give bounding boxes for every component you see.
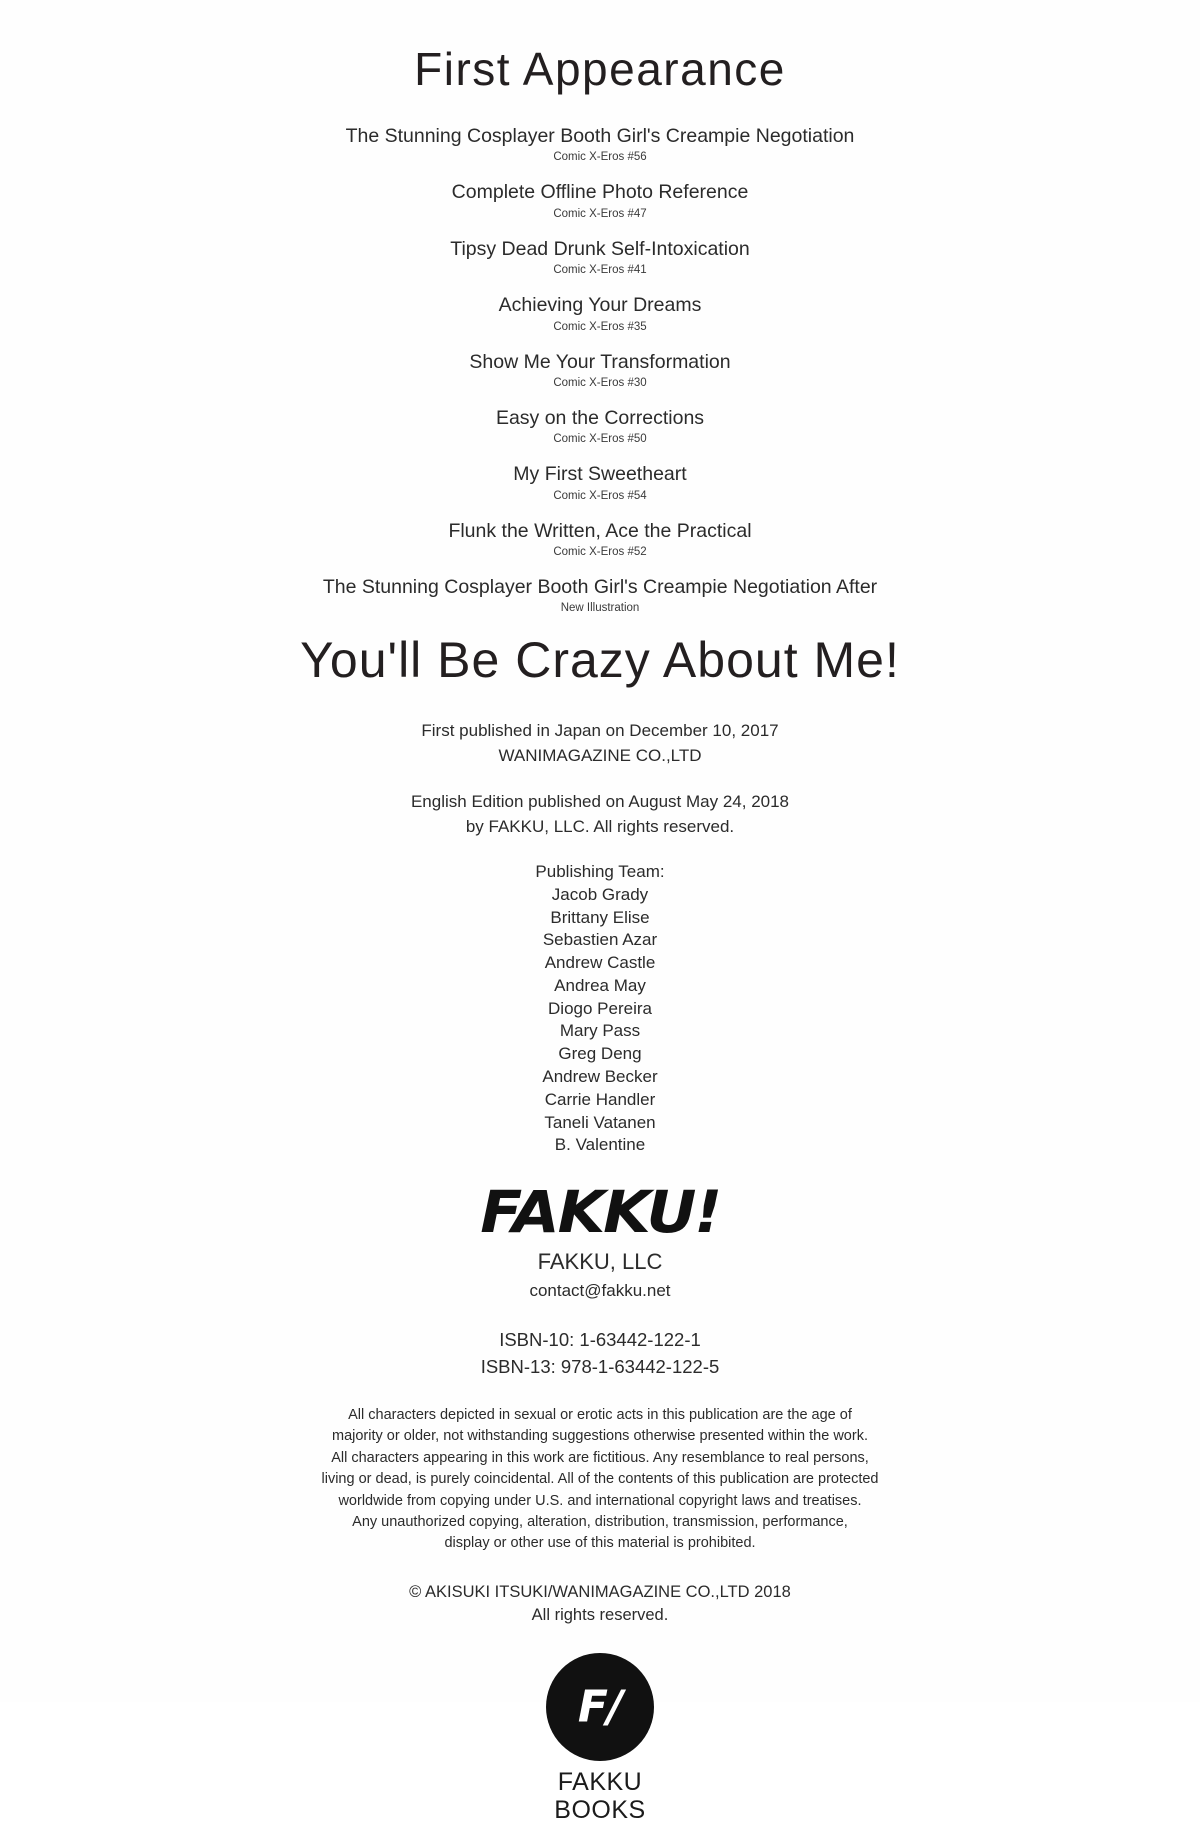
list-item (150, 237, 1050, 276)
team-member: Brittany Elise (550, 907, 650, 927)
publication-japan-line2: WANIMAGAZINE CO.,LTD (498, 745, 702, 765)
fakku-f-glyph: F/ (577, 1681, 623, 1733)
entry-title: My First Sweetheart (513, 463, 687, 486)
publishing-team-heading: Publishing Team: (535, 862, 665, 882)
entry-source: New Illustration (560, 602, 640, 615)
isbn-block (0, 1327, 1200, 1381)
team-member: Diogo Pereira (548, 998, 652, 1018)
entry-title: Flunk the Written, Ace the Practical (448, 519, 752, 542)
disclaimer-line: All characters depicted in sexual or erotic acts in this publication are the age of (348, 1406, 852, 1423)
fakku-circle-icon (546, 1653, 654, 1761)
list-item (150, 519, 1050, 558)
footer-logo-line1: FAKKU (557, 1768, 643, 1797)
team-member: Andrew Castle (544, 953, 656, 973)
publication-english (0, 790, 1200, 839)
list-item (150, 350, 1050, 389)
list-item (150, 462, 1050, 501)
isbn13: ISBN-13: 978-1-63442-122-5 (480, 1355, 720, 1377)
entry-source: Comic X-Eros #56 (553, 151, 647, 164)
disclaimer-line: majority or older, not withstanding suggestions otherwise presented within the work. (332, 1428, 868, 1445)
disclaimer-line: Any unauthorized copying, alteration, distribution, transmission, performance, (352, 1513, 848, 1530)
disclaimer-line: display or other use of this material is prohibited. (444, 1535, 756, 1552)
entry-source: Comic X-Eros #47 (553, 207, 647, 220)
publication-japan-line1: First published in Japan on December 10, 2017 (421, 721, 779, 741)
team-member: Sebastien Azar (542, 930, 658, 950)
book-title: You'll Be Crazy About Me! (300, 632, 900, 689)
list-item (150, 293, 1050, 332)
legal-disclaimer (320, 1405, 880, 1555)
footer-logo-line2: BOOKS (554, 1795, 646, 1824)
isbn10: ISBN-10: 1-63442-122-1 (499, 1329, 701, 1351)
list-item (150, 124, 1050, 163)
entry-source: Comic X-Eros #35 (553, 320, 647, 333)
list-item (150, 180, 1050, 219)
publication-japan (0, 719, 1200, 768)
team-member: Taneli Vatanen (544, 1112, 656, 1132)
team-member: B. Valentine (554, 1135, 646, 1155)
publication-english-line1: English Edition published on August May 24, 2018 (410, 792, 790, 812)
page-title: First Appearance (414, 43, 786, 95)
publisher-name: FAKKU, LLC (537, 1249, 663, 1275)
entry-title: Achieving Your Dreams (498, 294, 702, 317)
fakku-books-logo (0, 1653, 1200, 1824)
entry-title: Tipsy Dead Drunk Self-Intoxication (450, 237, 750, 260)
copyright-line1: © AKISUKI ITSUKI/WANIMAGAZINE CO.,LTD 2018 (409, 1582, 791, 1601)
team-member: Carrie Handler (544, 1089, 656, 1109)
publishing-team (0, 861, 1200, 1157)
entry-title: Complete Offline Photo Reference (451, 181, 749, 204)
team-member: Greg Deng (558, 1044, 642, 1064)
publisher-logo-block (0, 1178, 1200, 1301)
entry-title: Easy on the Corrections (495, 406, 705, 429)
team-member: Mary Pass (559, 1021, 641, 1041)
team-member: Jacob Grady (551, 884, 649, 904)
team-member: Andrea May (554, 975, 646, 995)
disclaimer-line: All characters appearing in this work are fictitious. Any resemblance to real persons, (331, 1449, 869, 1466)
disclaimer-line: worldwide from copying under U.S. and international copyright laws and treatises. (338, 1492, 862, 1509)
disclaimer-line: living or dead, is purely coincidental. All of the contents of this publication are protected (321, 1471, 879, 1488)
entry-title: The Stunning Cosplayer Booth Girl's Creampie Negotiation After (322, 576, 878, 598)
entry-title: The Stunning Cosplayer Booth Girl's Creampie Negotiation (345, 125, 855, 147)
entry-source: Comic X-Eros #54 (553, 489, 647, 502)
entry-source: Comic X-Eros #52 (553, 546, 647, 558)
footer-logo-text (0, 1769, 1200, 1824)
copyright-line2: All rights reserved. (531, 1605, 669, 1624)
entry-source: Comic X-Eros #30 (553, 376, 647, 389)
publisher-email: contact@fakku.net (529, 1281, 671, 1301)
entry-title: Show Me Your Transformation (469, 350, 731, 373)
fakku-wordmark-logo: FAKKU! (480, 1178, 720, 1247)
list-item (150, 575, 1050, 614)
team-member: Andrew Becker (542, 1067, 658, 1087)
list-item (150, 406, 1050, 445)
entry-source: Comic X-Eros #50 (553, 433, 647, 446)
publication-english-line2: by FAKKU, LLC. All rights reserved. (465, 816, 735, 836)
entry-source: Comic X-Eros #41 (553, 264, 647, 277)
first-appearance-list (150, 124, 1050, 614)
copyright-block (0, 1581, 1200, 1627)
